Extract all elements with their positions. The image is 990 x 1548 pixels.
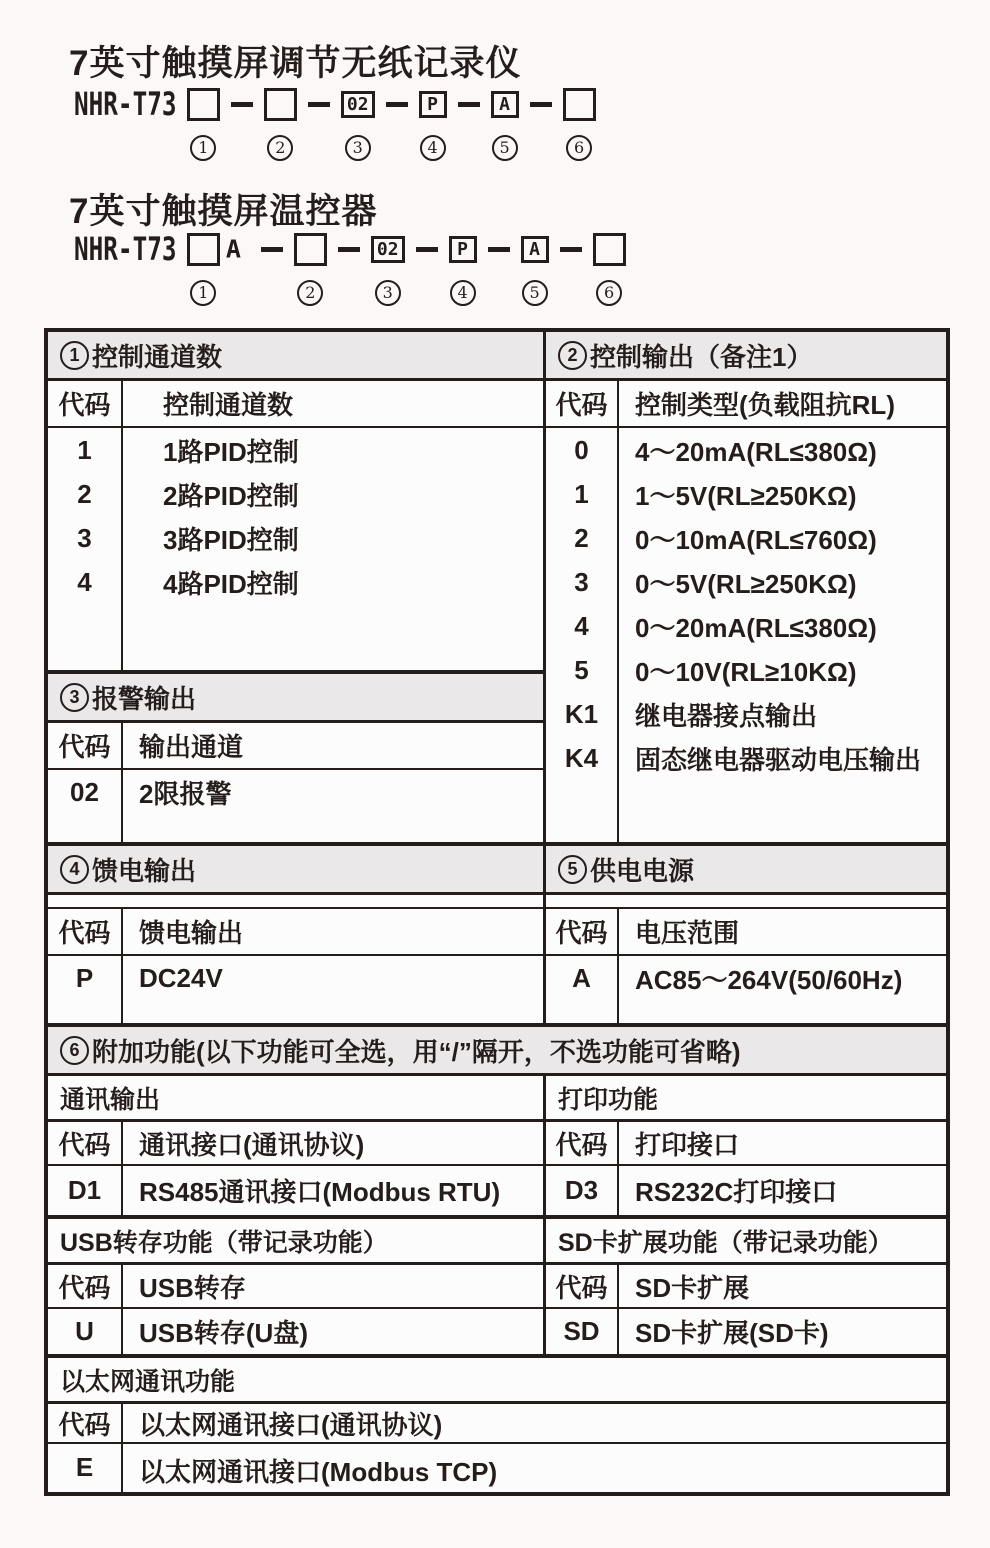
section-1-header: [48, 332, 543, 381]
dash-separator: [261, 247, 283, 252]
section-4-header: [48, 846, 543, 895]
dash-separator: [231, 102, 253, 107]
code-cell: 3: [574, 566, 589, 597]
segment-number-3: 3: [345, 135, 371, 161]
section-control-channels: [48, 332, 543, 670]
print-subheader: 打印功能: [546, 1076, 946, 1122]
model-segment-3: [341, 86, 375, 161]
code-cell: P: [75, 962, 94, 993]
col-header-label: USB转存: [123, 1265, 543, 1309]
dash-separator: [488, 247, 510, 252]
code-cell: 1: [574, 478, 589, 509]
segment-number-6: 6: [566, 135, 592, 161]
comm-subheader: 通讯输出: [48, 1076, 543, 1122]
model-box-empty: [563, 88, 596, 121]
code-cell: D1: [67, 1175, 102, 1205]
label-cell: 继电器接点输出: [635, 700, 818, 731]
section-6-title: 附加功能(以下功能可全选，用“/”隔开，不选功能可省略): [92, 1036, 741, 1067]
col-header-label: 通讯接口(通讯协议): [123, 1122, 543, 1166]
circled-1-icon: 1: [60, 341, 89, 370]
section-3-header: [48, 674, 543, 723]
label-cell: 3路PID控制: [163, 524, 299, 555]
subsection-comm-print: [48, 1076, 946, 1215]
segment-number-4: 4: [420, 135, 446, 161]
section-control-output: [546, 332, 946, 842]
dash-separator: [530, 102, 552, 107]
code-cell: SD: [563, 1316, 600, 1346]
col-header-label: 电压范围: [619, 909, 946, 956]
label-cell: SD卡扩展(SD卡): [635, 1318, 829, 1348]
segment-number-2: 2: [267, 135, 293, 161]
label-cell: USB转存(U盘): [139, 1318, 308, 1348]
model-segment-2: [264, 86, 297, 161]
code-cell: A: [572, 962, 591, 993]
col-header-label: SD卡扩展: [619, 1265, 946, 1309]
label-cell: 4路PID控制: [163, 568, 299, 599]
section-1-title: 控制通道数: [92, 341, 223, 372]
model-segment-6: [563, 86, 596, 161]
temp-controller-title: 7英寸触摸屏温控器: [69, 192, 378, 231]
model-segment-5: [491, 86, 519, 161]
segment-number-4: 4: [450, 280, 476, 306]
model-segment-1: [187, 231, 241, 306]
label-cell: 固态继电器驱动电压输出: [635, 744, 922, 775]
col-header-label: 馈电输出: [123, 909, 543, 956]
code-cell: K1: [564, 698, 599, 729]
code-cell: E: [75, 1452, 94, 1482]
code-cell: U: [75, 1316, 94, 1346]
model-segment-4: [449, 231, 477, 306]
label-cell: AC85～264V(50/60Hz): [635, 964, 903, 995]
section-3-title: 报警输出: [92, 683, 197, 714]
col-header-code: 代码: [48, 381, 121, 428]
code-cell: 2: [77, 478, 92, 509]
dash-separator: [416, 247, 438, 252]
model-box-feed: P: [449, 236, 477, 263]
model-line-recorder: [74, 86, 596, 161]
label-cell: 0～10mA(RL≤760Ω): [635, 524, 877, 555]
col-header-code: 代码: [546, 909, 617, 956]
band-section-6: [48, 1023, 946, 1492]
segment-number-5: 5: [522, 280, 548, 306]
col-header-code: 代码: [546, 1122, 617, 1166]
label-cell: 2限报警: [139, 778, 232, 809]
code-cell: K4: [564, 742, 599, 773]
circled-4-icon: 4: [60, 855, 89, 884]
model-box-alarm: 02: [341, 91, 375, 118]
code-cell: 1: [77, 434, 92, 465]
section-4-title: 馈电输出: [92, 855, 197, 886]
band-sections-4-5: [48, 842, 946, 1023]
code-cell: 2: [574, 522, 589, 553]
ordering-code-table: [44, 328, 950, 1496]
model-box-alarm: 02: [371, 236, 405, 263]
code-cell: 0: [574, 434, 589, 465]
recorder-title: 7英寸触摸屏调节无纸记录仪: [69, 44, 522, 83]
circled-5-icon: 5: [558, 855, 587, 884]
code-cell: 5: [574, 654, 589, 685]
section-6-header: [48, 1027, 946, 1076]
model-box-empty: [593, 233, 626, 266]
code-cell: 4: [77, 566, 92, 597]
model-box-empty: [294, 233, 327, 266]
code-cell: D3: [564, 1175, 599, 1205]
segment-number-5: 5: [492, 135, 518, 161]
col-header-code: 代码: [48, 1122, 121, 1166]
sd-subheader: SD卡扩展功能（带记录功能）: [546, 1219, 946, 1265]
ethernet-subheader: 以太网通讯功能: [48, 1358, 946, 1404]
segment-number-6: 6: [596, 280, 622, 306]
section-5-title: 供电电源: [590, 855, 695, 886]
label-cell: 1～5V(RL≥250KΩ): [635, 480, 857, 511]
col-header-code: 代码: [48, 909, 121, 956]
segment-number-3: 3: [375, 280, 401, 306]
dash-separator: [560, 247, 582, 252]
dash-separator: [308, 102, 330, 107]
label-cell: 1路PID控制: [163, 436, 299, 467]
circled-6-icon: 6: [60, 1036, 89, 1065]
subsection-ethernet: [48, 1358, 946, 1492]
col-header-code: 代码: [48, 1404, 121, 1444]
model-suffix-a: A: [225, 234, 241, 264]
label-cell: DC24V: [139, 962, 223, 993]
model-segment-5: [521, 231, 549, 306]
segment-number-2: 2: [297, 280, 323, 306]
section-alarm-output: [48, 670, 543, 842]
model-segment-1: [187, 86, 220, 161]
code-cell: 4: [574, 610, 589, 641]
label-cell: 4～20mA(RL≤380Ω): [635, 436, 877, 467]
circled-2-icon: 2: [558, 341, 587, 370]
subsection-usb-sd: [48, 1219, 946, 1354]
label-cell: RS485通讯接口(Modbus RTU): [139, 1177, 501, 1207]
model-segment-2: [294, 231, 327, 306]
dash-separator: [386, 102, 408, 107]
usb-subheader: USB转存功能（带记录功能）: [48, 1219, 543, 1265]
col-header-code: 代码: [546, 1265, 617, 1309]
circled-3-icon: 3: [60, 683, 89, 712]
model-prefix: NHR-T73: [74, 85, 177, 123]
col-header-label: 输出通道: [123, 723, 543, 770]
col-header-code: 代码: [48, 1265, 121, 1309]
label-cell: 0～20mA(RL≤380Ω): [635, 612, 877, 643]
dash-separator: [338, 247, 360, 252]
label-cell: 0～10V(RL≥10KΩ): [635, 656, 857, 687]
model-box-empty: [187, 233, 220, 266]
model-box-power: A: [491, 91, 519, 118]
col-header-code: 代码: [48, 723, 121, 770]
col-header-label: 打印接口: [619, 1122, 946, 1166]
label-cell: RS232C打印接口: [635, 1177, 838, 1207]
label-cell: 以太网通讯接口(Modbus TCP): [139, 1457, 498, 1487]
code-cell: 02: [70, 776, 99, 807]
model-segment-4: [419, 86, 447, 161]
section-2-header: [546, 332, 946, 381]
model-box-power: A: [521, 236, 549, 263]
band-sections-1-2-3: [48, 332, 946, 842]
model-box-empty: [187, 88, 220, 121]
col-header-label: 控制类型(负载阻抗RL): [619, 381, 946, 428]
model-segment-6: [593, 231, 626, 306]
col-header-code: 代码: [546, 381, 617, 428]
code-cell: 3: [77, 522, 92, 553]
model-segment-3: [371, 231, 405, 306]
model-box-feed: P: [419, 91, 447, 118]
segment-number-1: 1: [190, 280, 216, 306]
model-prefix: NHR-T73: [74, 230, 177, 268]
dash-separator: [458, 102, 480, 107]
label-cell: 0～5V(RL≥250KΩ): [635, 568, 857, 599]
label-cell: 2路PID控制: [163, 480, 299, 511]
section-2-title: 控制输出（备注1）: [590, 341, 813, 372]
model-line-controller: [74, 231, 626, 306]
segment-number-1: 1: [190, 135, 216, 161]
section-5-header: [546, 846, 946, 895]
col-header-label: 控制通道数: [123, 381, 543, 428]
col-header-label: 以太网通讯接口(通讯协议): [123, 1404, 946, 1444]
model-box-empty: [264, 88, 297, 121]
